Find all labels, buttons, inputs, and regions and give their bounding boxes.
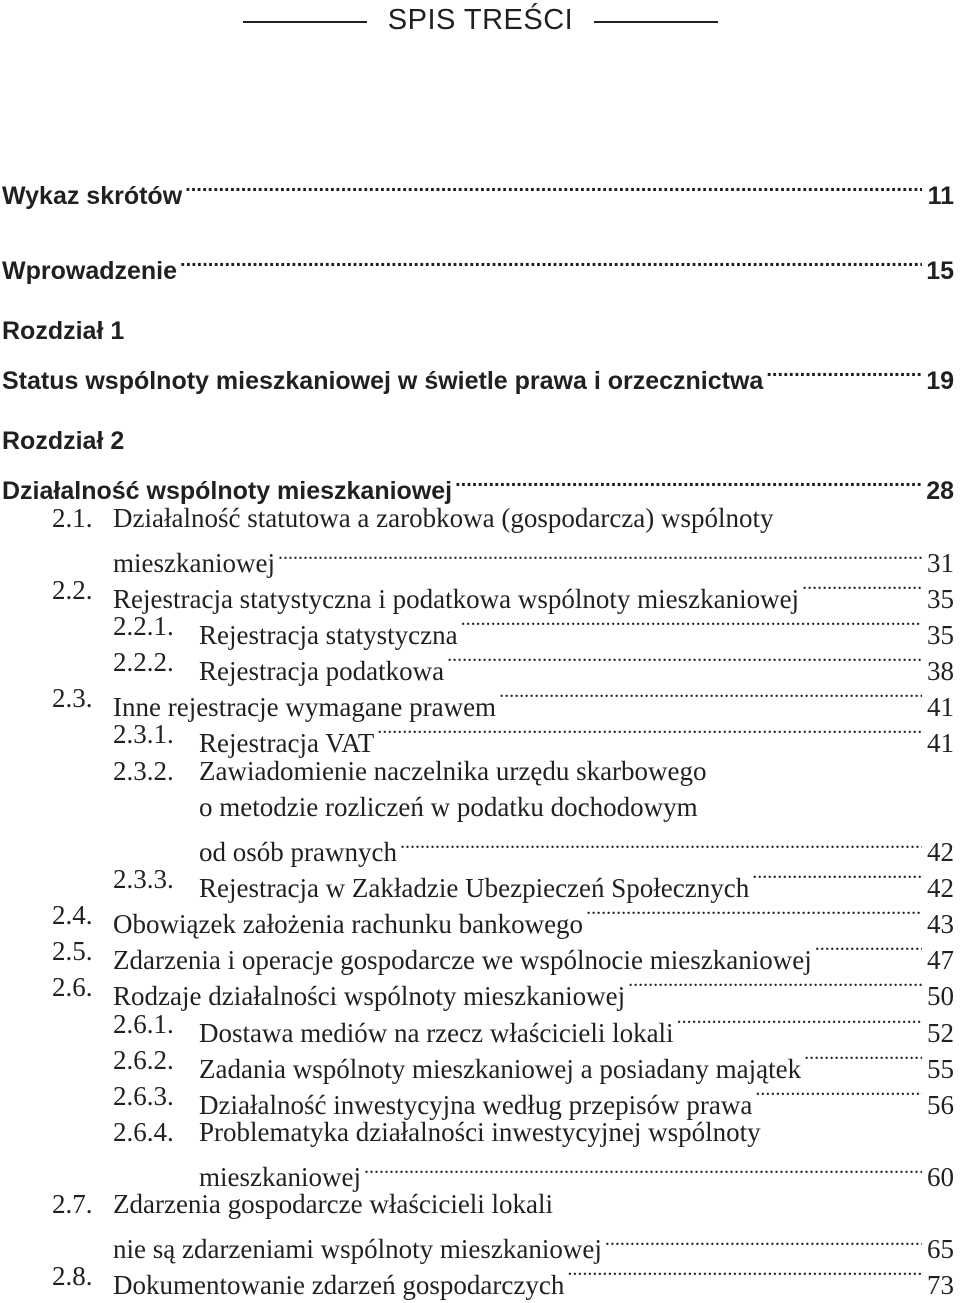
toc-entry-2-3-3[interactable] [0,861,960,903]
toc-leader-dots [447,644,922,680]
section-number: 2.7. [52,1189,93,1219]
toc-entry-title: Rodzaje działalności wspólnoty mieszkaniowej [113,981,626,1011]
toc-page-number: 65 [927,1234,954,1264]
toc-entry-2-6-3[interactable] [0,1078,960,1120]
toc-entry-2-6[interactable] [0,969,960,1011]
toc-entry-title: Obowiązek założenia rachunku bankowego [113,909,584,939]
toc-leader-dots [455,463,922,499]
toc-entry-title: nie są zdarzeniami wspólnoty mieszkaniowej [113,1234,602,1264]
section-number: 2.6.3. [113,1081,174,1111]
toc-entry-title-line: Zdarzenia gospodarcze właścicieli lokali [113,1189,554,1219]
toc-entry-title: Dostawa mediów na rzecz właścicieli lokali [199,1018,674,1048]
toc-page-number: 56 [927,1090,954,1120]
toc-leader-dots [605,1222,922,1258]
toc-page-number: 31 [927,548,954,578]
toc-page-number: 47 [927,945,954,975]
toc-entry-title: Wprowadzenie [2,257,178,285]
section-number: 2.4. [52,900,93,930]
toc-entry-title: Status wspólnoty mieszkaniowej w świetle prawa i orzecznictwa [2,367,764,395]
toc-entry-title: od osób prawnych [199,837,397,867]
toc-entry-2-2-2[interactable] [0,644,960,686]
toc-entry-2-7[interactable] [0,1186,960,1222]
toc-entry-2-2[interactable] [0,572,960,614]
toc-entry-title: Inne rejestracje wymagane prawem [113,692,497,722]
toc-entry-2-6-4[interactable] [0,1114,960,1150]
chapter-label: Rozdział 1 [2,317,125,345]
toc-entry-2-3-2[interactable] [0,753,960,789]
section-number: 2.6.1. [113,1009,174,1039]
toc-page-number: 42 [927,837,954,867]
toc-leader-dots [185,168,922,204]
toc-entry-2-2-1[interactable] [0,608,960,650]
toc-entry-title: Rejestracja statystyczna i podatkowa wspólnoty mieszkaniowej [113,584,800,614]
toc-entry-title-line: Zawiadomienie naczelnika urzędu skarbowego [199,756,707,786]
toc-leader-dots [628,969,922,1005]
toc-entry-2-6-2[interactable] [0,1042,960,1084]
toc-entry-title: Działalność wspólnoty mieszkaniowej [2,477,453,505]
section-number: 2.3.3. [113,864,174,894]
toc-entry-title: Rejestracja podatkowa [199,656,445,686]
toc-leader-dots [400,825,922,861]
toc-entry-title: Działalność inwestycyjna według przepisów prawa [199,1090,753,1120]
toc-leader-dots [364,1150,922,1186]
toc-leader-dots [567,1258,922,1294]
toc-entry-rozdzial-1[interactable] [2,353,954,396]
section-number: 2.2. [52,575,93,605]
section-number: 2.6.4. [113,1117,174,1147]
toc-page-number: 19 [926,367,954,395]
toc-entry-title: Rejestracja VAT [199,728,375,758]
toc-leader-dots [804,1042,922,1078]
toc-leader-dots [802,572,922,608]
section-number: 2.6. [52,972,93,1002]
toc-leader-dots [586,897,922,933]
toc-page-number: 38 [927,656,954,686]
toc-page-number: 43 [927,909,954,939]
toc-leader-dots [755,1078,922,1114]
section-number: 2.2.2. [113,647,174,677]
toc-entry-title: mieszkaniowej [113,548,275,578]
toc-page-number: 35 [927,584,954,614]
section-number: 2.8. [52,1261,93,1291]
toc-page-number: 28 [926,477,954,505]
toc-entry-2-6-1[interactable] [0,1006,960,1048]
toc-entry-2-1[interactable] [0,500,960,536]
toc-page-number: 42 [927,873,954,903]
section-number: 2.3.1. [113,719,174,749]
toc-page-number: 50 [927,981,954,1011]
toc-page-number: 41 [927,728,954,758]
toc-page-number: 41 [927,692,954,722]
toc-page-number: 52 [927,1018,954,1048]
toc-leader-dots [677,1006,922,1042]
section-number: 2.1. [52,503,93,533]
toc-entry-2-3[interactable] [0,680,960,722]
toc-entry-title-line: Problematyka działalności inwestycyjnej wspólnoty [199,1117,761,1147]
toc-page-number: 60 [927,1162,954,1192]
toc-entry-wprowadzenie[interactable] [2,243,954,286]
title-rule-right [594,21,718,23]
page-title: SPIS TREŚCI [387,4,574,36]
toc-entry-title: Zadania wspólnoty mieszkaniowej a posiadany majątek [199,1054,802,1084]
toc-leader-dots [461,608,922,644]
section-number: 2.6.2. [113,1045,174,1075]
toc-leader-dots [766,353,922,389]
toc-entry-title: Dokumentowanie zdarzeń gospodarczych [113,1270,565,1300]
section-number: 2.3. [52,683,93,713]
section-number: 2.5. [52,936,93,966]
toc-entry-title: Wykaz skrótów [2,182,183,210]
toc-entry-title: Rejestracja statystyczna [199,620,458,650]
toc-entry-title-line: o metodzie rozliczeń w podatku dochodowym [199,792,698,822]
toc-entry-2-8[interactable] [0,1258,960,1300]
title-rule-left [243,21,367,23]
toc-entry-title: mieszkaniowej [199,1162,361,1192]
section-number: 2.2.1. [113,611,174,641]
toc-page-number: 11 [927,182,954,210]
toc-page-number: 15 [926,257,954,285]
toc-entry-2-5[interactable] [0,933,960,975]
toc-leader-dots [377,716,922,752]
toc-entry-2-3-2-line2[interactable] [0,789,960,825]
toc-leader-dots [752,861,922,897]
toc-entry-2-4[interactable] [0,897,960,939]
toc-leader-dots [180,243,922,279]
page-header [0,0,960,40]
chapter-label: Rozdział 2 [2,427,125,455]
toc-page-number: 73 [927,1270,954,1300]
toc-leader-dots [815,933,922,969]
toc-entry-title-line: Działalność statutowa a zarobkowa (gospodarcza) wspólnoty [113,503,774,533]
toc-entry-title: Zdarzenia i operacje gospodarcze we wspólnocie mieszkaniowej [113,945,812,975]
section-number: 2.3.2. [113,756,174,786]
toc-leader-dots [499,680,922,716]
toc-entry-wykaz-skrotow[interactable] [2,168,954,211]
toc-page-number: 35 [927,620,954,650]
toc-entry-title: Rejestracja w Zakładzie Ubezpieczeń Społecznych [199,873,750,903]
toc-leader-dots [278,536,922,572]
toc-page-number: 55 [927,1054,954,1084]
toc-entry-2-3-1[interactable] [0,716,960,758]
